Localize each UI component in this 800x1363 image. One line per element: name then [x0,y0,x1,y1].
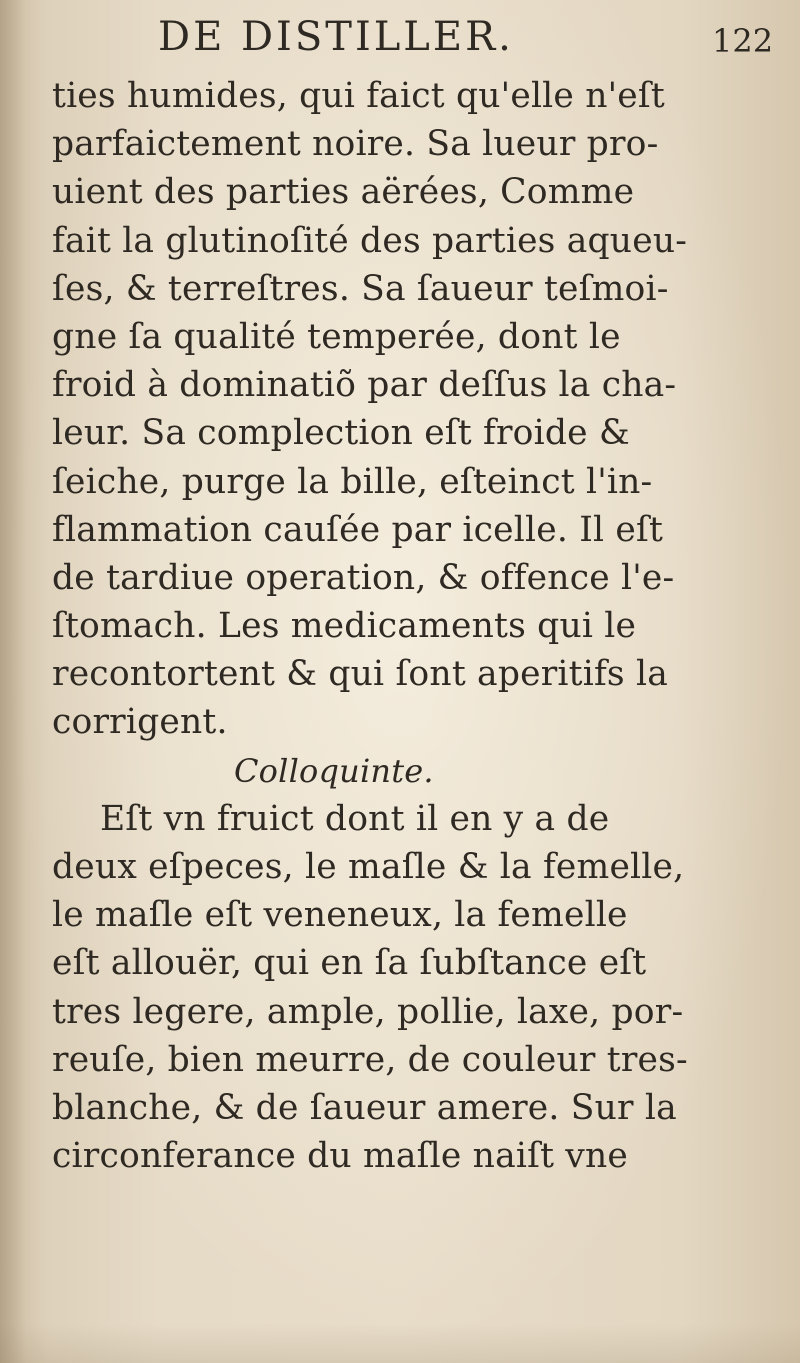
text-line: reuſe, bien meurre, de couleur tres- [52,1039,688,1080]
text-line: corrigent. [52,702,228,743]
text-line: ſeiche, purge la bille, eſteinct l'in- [52,461,653,502]
text-line: flammation cauſée par icelle. Il eſt [52,509,664,550]
section-heading: Colloquinte. [234,751,434,790]
text-line: uient des parties aërées, Comme [52,172,635,213]
page-number: 122 [712,22,774,60]
text-line: le maſle eſt veneneux, la femelle [52,895,628,936]
body-text [52,72,688,1180]
text-line: fait la glutinoſité des parties aqueu- [52,220,688,261]
text-line: ſtomach. Les medicaments qui le [52,606,637,647]
text-line: blanche, & de ſaueur amere. Sur la [52,1087,677,1128]
text-line: froid à dominatiõ par deſſus la cha- [52,365,677,406]
text-line: eſt allouër, qui en ſa ſubſtance eſt [52,943,647,984]
text-line: tres legere, ample, pollie, laxe, por- [52,991,684,1032]
text-line: ties humides, qui faict qu'elle n'eſt [52,76,665,116]
text-line: de tardiue operation, & offence l'e- [52,557,675,598]
text-line: parfaictement noire. Sa lueur pro- [52,124,659,165]
page-header [0,14,800,64]
text-line: recontortent & qui ſont aperitifs la [52,654,668,695]
text-line: gne ſa qualité temperée, dont le [52,316,621,357]
text-line-indented: Eſt vn fruict dont il en y a de [100,798,610,839]
text-line: ſes, & terreſtres. Sa ſaueur teſmoi- [52,268,669,309]
text-line: leur. Sa complection eſt froide & [52,413,630,454]
text-line: deux eſpeces, le maſle & la femelle, [52,847,685,887]
text-line: circonferance du maſle naiſt vne [52,1136,629,1177]
running-head: DE DISTILLER. [158,14,514,60]
